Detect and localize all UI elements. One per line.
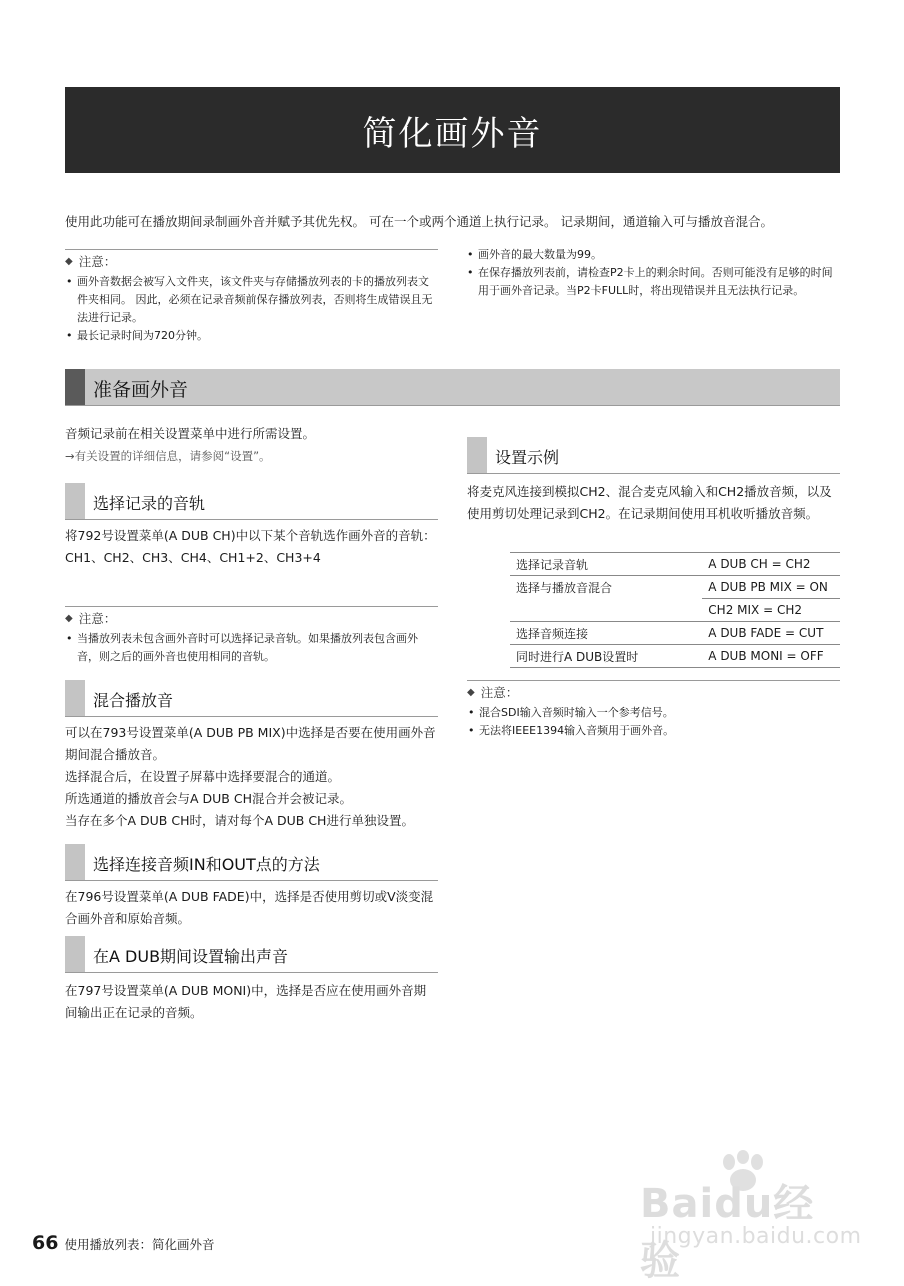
note-item: • 画外音数据会被写入文件夹，该文件夹与存储播放列表的卡的播放列表文件夹相同。 因此，必须在记录音频前保存播放列表，否则将生成错误且无法进行记录。 — [65, 273, 438, 327]
note-item: • 当播放列表未包含画外音时可以选择记录音轨。如果播放列表包含画外音，则之后的画外音也使用相同的音轨。 — [65, 630, 438, 666]
page-footer — [32, 1232, 214, 1254]
prep-intro — [65, 423, 438, 467]
setting-value: CH2 MIX = CH2 — [702, 599, 840, 622]
page-number: 66 — [32, 1232, 59, 1254]
note-item: • 混合SDI输入音频时输入一个参考信号。 — [467, 704, 840, 722]
prep-intro-text: 音频记录前在相关设置菜单中进行所需设置。 — [65, 426, 316, 441]
subheading-marker — [65, 680, 85, 716]
monitor-text — [65, 980, 438, 1024]
setting-label: 选择与播放音混合 — [510, 576, 702, 599]
subheading-marker — [467, 437, 487, 473]
page-title: 简化画外音 — [362, 113, 543, 154]
fade-paragraph: 在796号设置菜单(A DUB FADE)中，选择是否使用剪切或V淡变混合画外音和原始音频。 — [65, 889, 434, 926]
footer-breadcrumb: 使用播放列表：简化画外音 — [64, 1237, 215, 1252]
note-header — [65, 249, 438, 271]
diamond-icon: ◆ — [65, 613, 73, 624]
top-notes-right — [466, 244, 840, 300]
mix-line: 可以在793号设置菜单(A DUB PB MIX)中选择是否要在使用画外音期间混合播放音。 — [65, 725, 436, 762]
baidu-watermark — [610, 1150, 862, 1284]
note-header — [65, 606, 438, 628]
setting-value: A DUB PB MIX = ON — [702, 576, 840, 599]
mix-text — [65, 722, 438, 832]
section-marker — [65, 369, 85, 405]
subheading-mix — [65, 680, 438, 717]
track-text — [65, 525, 438, 569]
intro-paragraph: 使用此功能可在播放期间录制画外音并赋予其优先权。 可在一个或两个通道上执行记录。 记录期间，通道输入可与播放音混合。 — [65, 214, 773, 229]
mix-line: 选择混合后，在设置子屏幕中选择要混合的通道。 — [65, 769, 341, 784]
example-text — [467, 481, 840, 525]
note-header — [467, 680, 840, 702]
setting-label: 选择记录音轨 — [510, 553, 702, 576]
table-row — [510, 645, 840, 668]
subheading-label: 在A DUB期间设置输出声音 — [93, 947, 289, 966]
subheading-fade — [65, 844, 438, 881]
setting-label: 同时进行A DUB设置时 — [510, 645, 702, 668]
table-row — [510, 599, 840, 622]
section-header — [65, 369, 840, 406]
subheading-example — [467, 437, 840, 474]
mix-line: 所选通道的播放音会与A DUB CH混合并会被记录。 — [65, 791, 352, 806]
table-row — [510, 553, 840, 576]
fade-text — [65, 886, 438, 930]
example-notes — [467, 680, 840, 740]
setting-value: A DUB MONI = OFF — [702, 645, 840, 668]
monitor-paragraph: 在797号设置菜单(A DUB MONI)中，选择是否应在使用画外音期间输出正在记录的音频。 — [65, 983, 427, 1020]
note-label: 注意： — [480, 685, 519, 700]
settings-example-table — [510, 552, 840, 668]
track-line: 将792号设置菜单(A DUB CH)中以下某个音轨选作画外音的音轨： — [65, 528, 436, 543]
watermark-brand: Baidu经验 — [640, 1181, 815, 1284]
example-paragraph: 将麦克风连接到模拟CH2、混合麦克风输入和CH2播放音频，以及使用剪切处理记录到CH2。在记录期间使用耳机收听播放音频。 — [467, 484, 832, 521]
subheading-monitor — [65, 936, 438, 973]
note-item: • 最长记录时间为720分钟。 — [65, 327, 438, 345]
top-notes-left — [65, 249, 438, 345]
setting-value: A DUB FADE = CUT — [702, 622, 840, 645]
note-label: 注意： — [78, 611, 117, 626]
subheading-marker — [65, 936, 85, 972]
page-title-banner — [65, 87, 840, 173]
setting-label — [510, 599, 702, 622]
subheading-marker — [65, 483, 85, 519]
subheading-label: 设置示例 — [495, 448, 560, 467]
setting-label: 选择音频连接 — [510, 622, 702, 645]
subheading-label: 选择连接音频IN和OUT点的方法 — [93, 855, 320, 874]
track-notes — [65, 606, 438, 666]
settings-reference-link[interactable]: →有关设置的详细信息，请参阅“设置”。 — [65, 449, 271, 463]
subheading-marker — [65, 844, 85, 880]
subheading-label: 选择记录的音轨 — [93, 494, 206, 513]
track-options: CH1、CH2、CH3、CH4、CH1+2、CH3+4 — [65, 550, 321, 565]
subheading-label: 混合播放音 — [93, 691, 174, 710]
note-label: 注意： — [78, 254, 117, 269]
note-item: • 画外音的最大数量为99。 — [466, 246, 840, 264]
watermark-url: jingyan.baidu.com — [650, 1224, 862, 1249]
table-row — [510, 622, 840, 645]
diamond-icon: ◆ — [65, 256, 73, 267]
section-title: 准备画外音 — [93, 379, 189, 401]
diamond-icon: ◆ — [467, 687, 475, 698]
note-item: • 无法将IEEE1394输入音频用于画外音。 — [467, 722, 840, 740]
setting-value: A DUB CH = CH2 — [702, 553, 840, 576]
table-row — [510, 576, 840, 599]
note-item: • 在保存播放列表前，请检查P2卡上的剩余时间。否则可能没有足够的时间用于画外音记录。当P2卡FULL时，将出现错误并且无法执行记录。 — [466, 264, 840, 300]
subheading-track — [65, 483, 438, 520]
mix-line: 当存在多个A DUB CH时，请对每个A DUB CH进行单独设置。 — [65, 813, 414, 828]
